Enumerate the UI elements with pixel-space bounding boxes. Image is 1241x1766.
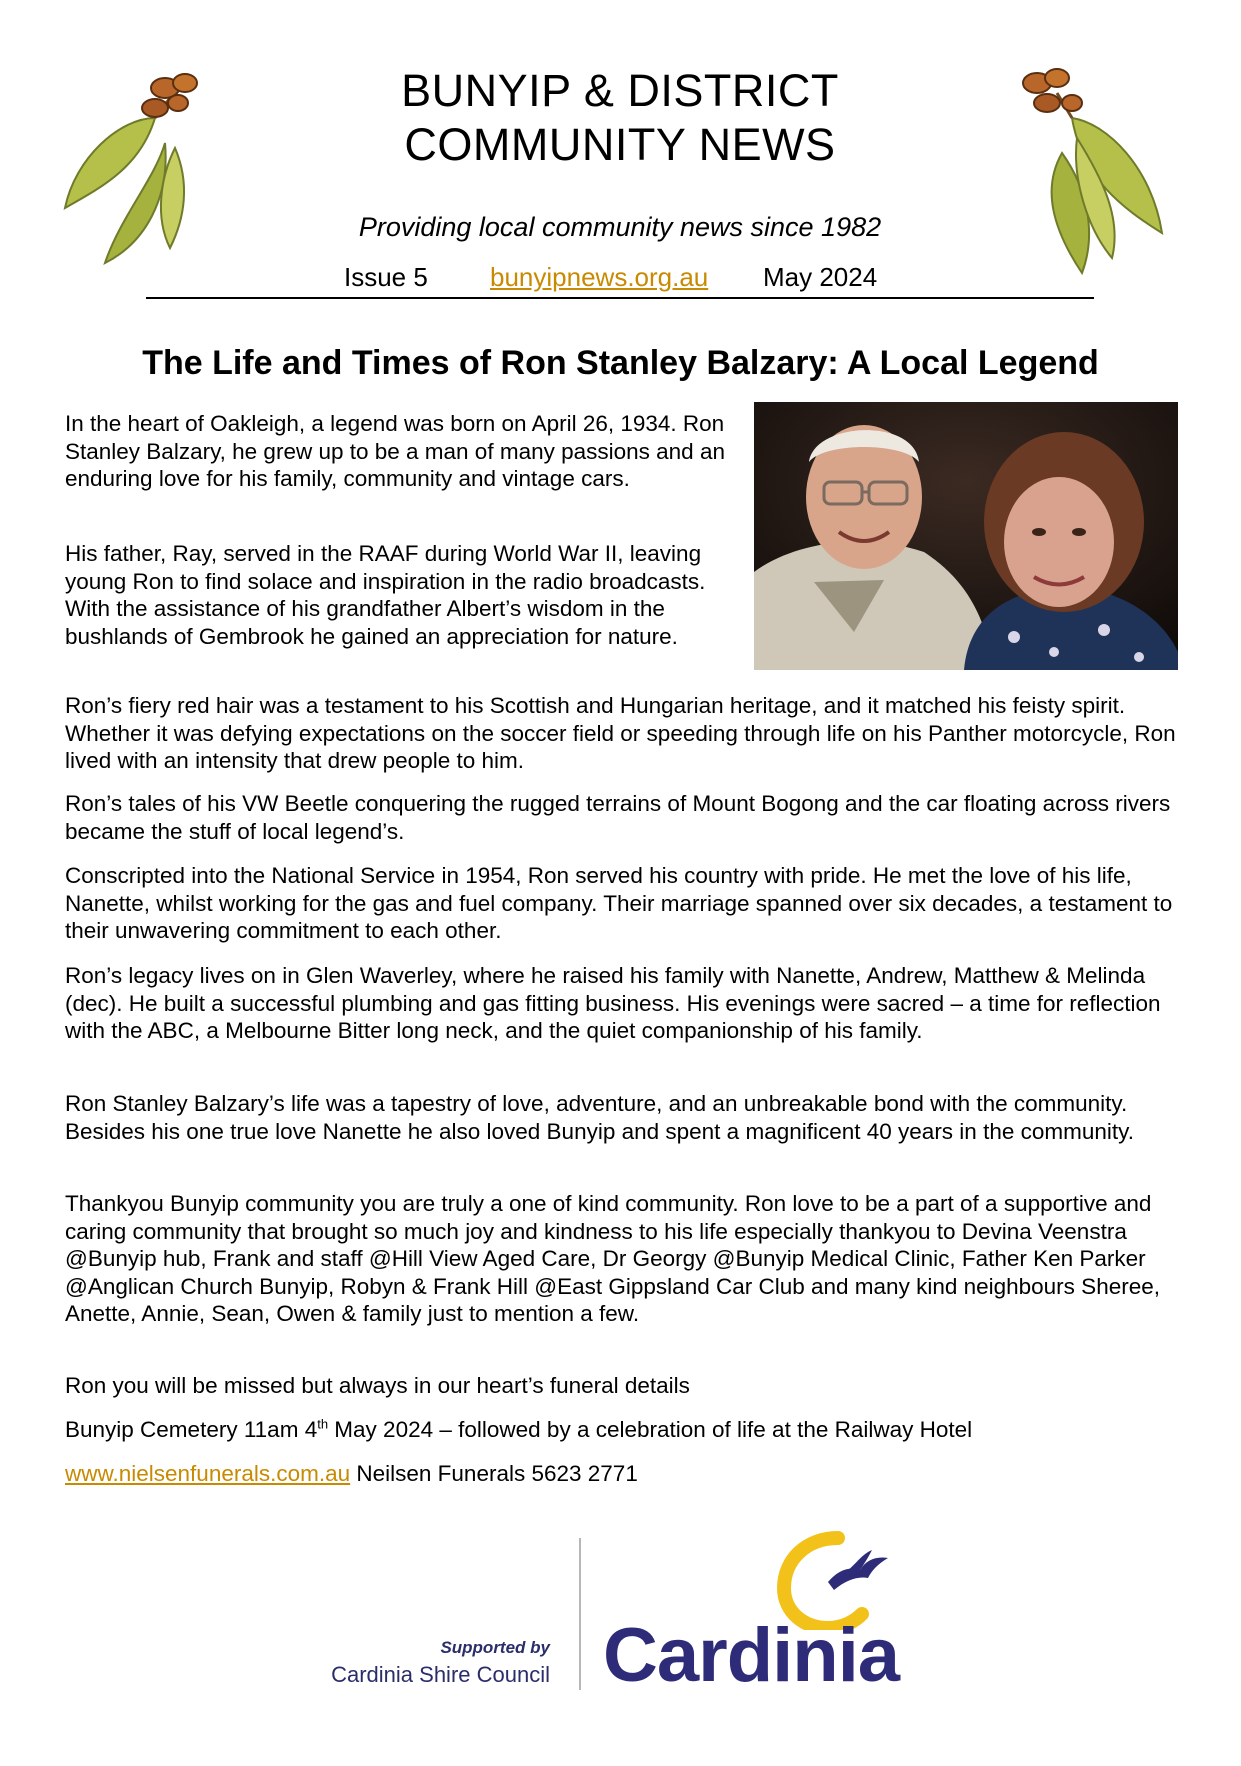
sponsor-credit — [300, 1638, 550, 1688]
sponsor-divider — [579, 1538, 581, 1690]
article-paragraph-8: Thankyou Bunyip community you are truly a one of kind community. Ron love to be a part of a supportive and caring community that brought so much joy and kindness to his life especially thankyou to Devina Veenstra @Bunyip hub, Frank and staff @Hill View Aged Care, Dr Georgy @Bunyip Medical Clinic, Father Ken Parker @Anglican Church Bunyip, Robyn & Frank Hill @East Gippsland Car Club and many kind neighbours Sheree, Anette, Annie, Sean, Owen & family just to mention a few. — [65, 1191, 1160, 1326]
article-headline: The Life and Times of Ron Stanley Balzary: A Local Legend — [142, 344, 1099, 382]
masthead-tagline: Providing local community news since 1982 — [358, 212, 882, 242]
website-link[interactable]: bunyipnews.org.au — [490, 262, 709, 292]
article-paragraph-6: Ron’s legacy lives on in Glen Waverley, where he raised his family with Nanette, Andrew, Matthew & Melinda (dec). He built a successful plumbing and gas fitting business. His evenings were sacred – a time for reflection with the ABC, a Melbourne Bitter long neck, and the quiet companionship of his family. — [65, 963, 1161, 1043]
article-paragraph-5: Conscripted into the National Service in 1954, Ron served his country with pride. He met the love of his life, Nanette, whilst working for the gas and fuel company. Their marriage spanned over six decades, a testament to their unwavering commitment to each other. — [65, 863, 1173, 943]
issue-date: May 2024 — [763, 262, 878, 292]
funeral-details — [65, 1416, 1183, 1444]
supported-by-label: Supported by — [440, 1638, 550, 1657]
funeral-date-ordinal: th — [317, 1416, 329, 1432]
article-paragraph-4: Ron’s tales of his VW Beetle conquering the rugged terrains of Mount Bogong and the car floating across rivers became the stuff of local legend’s. — [65, 791, 1171, 844]
issue-number: Issue 5 — [344, 262, 428, 292]
masthead-title-line2: COMMUNITY NEWS — [404, 119, 836, 170]
couple-photo — [754, 402, 1178, 670]
masthead-divider — [146, 297, 1094, 299]
article-paragraph-2: His father, Ray, served in the RAAF during World War II, leaving young Ron to find solace and inspiration in the radio broadcasts. With the assistance of his grandfather Albert’s wisdom in the bushlands of Gembrook he gained an appreciation for nature. — [65, 541, 706, 649]
funeral-details-rest: May 2024 – followed by a celebration of life at the Railway Hotel — [328, 1417, 973, 1442]
funeral-website-link[interactable]: www.nielsenfunerals.com.au — [65, 1461, 351, 1486]
gum-leaves-right-illustration — [1012, 58, 1172, 288]
article-paragraph-1: In the heart of Oakleigh, a legend was born on April 26, 1934. Ron Stanley Balzary, he grew up to be a man of many passions and an enduring love for his family, community and vintage cars. — [65, 411, 725, 491]
council-name: Cardinia Shire Council — [331, 1662, 550, 1687]
funeral-contact-line — [65, 1460, 1183, 1488]
masthead-title-line1: BUNYIP & DISTRICT — [401, 65, 839, 116]
article-paragraph-3: Ron’s fiery red hair was a testament to his Scottish and Hungarian heritage, and it matched his feisty spirit. Whether it was defying expectations on the soccer field or speeding through life on his Panther motorcycle, Ron lived with an intensity that drew people to him. — [65, 693, 1176, 773]
masthead-title — [320, 64, 920, 172]
gum-leaves-left-illustration — [60, 58, 220, 268]
article-paragraph-9: Ron you will be missed but always in our heart’s funeral details — [65, 1373, 690, 1398]
funeral-contact-text: Neilsen Funerals 5623 2771 — [350, 1461, 638, 1486]
cardinia-logo-wordmark: Cardinia — [603, 1613, 900, 1698]
article-paragraph-7: Ron Stanley Balzary’s life was a tapestry of love, adventure, and an unbreakable bond with the community. Besides his one true love Nanette he also loved Bunyip and spent a magnificent 40 years in the community. — [65, 1091, 1134, 1144]
funeral-details-text: Bunyip Cemetery 11am 4 — [65, 1417, 318, 1442]
